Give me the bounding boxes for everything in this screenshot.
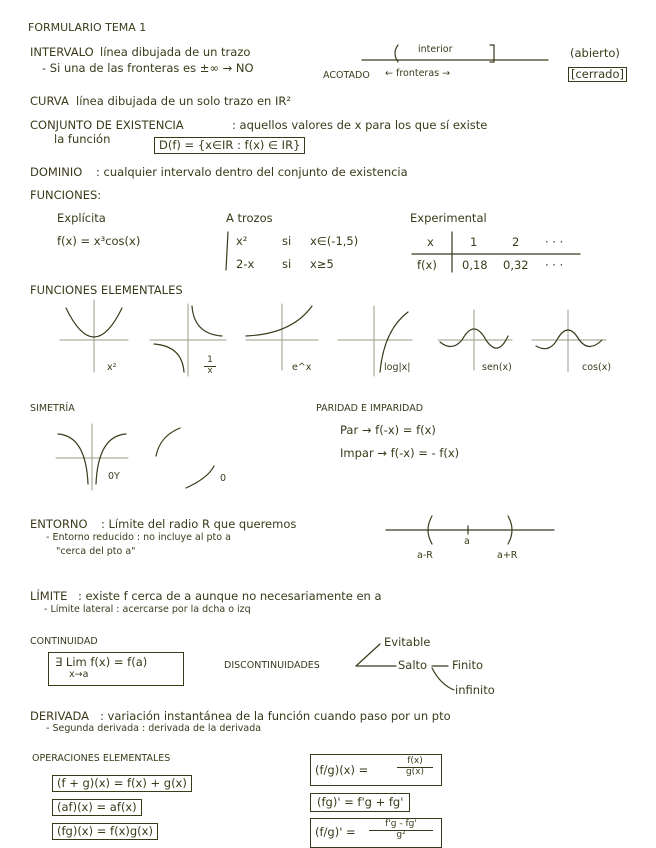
impar-formula: Impar → f(-x) = - f(x) — [340, 446, 460, 460]
op-cociente-den: g(x) — [397, 767, 433, 778]
intervalo-heading: INTERVALO — [30, 45, 94, 59]
op-cociente-left: (f/g)(x) = — [315, 763, 369, 777]
exp-table-lines — [412, 232, 580, 272]
frac-den: x — [204, 366, 216, 377]
conjunto-def: : aquellos valores de x para los que sí existe — [232, 118, 488, 132]
entorno-diagram — [386, 516, 554, 544]
atrozos-brace — [226, 232, 228, 270]
operaciones-heading: OPERACIONES ELEMENTALES — [32, 753, 171, 764]
discontinuidades-label: DISCONTINUIDADES — [224, 660, 320, 671]
exp-h0: x — [427, 235, 434, 249]
conjunto-formula: D(f) = {x∈IR : f(x) ∈ IR} — [154, 137, 305, 154]
atrozos-r2c: x≥5 — [310, 257, 334, 271]
limite-def: : existe f cerca de a aunque no necesariamente en a — [78, 589, 382, 603]
label-sen: sen(x) — [482, 362, 512, 373]
entorno-heading: ENTORNO — [30, 517, 88, 531]
graph-cos — [532, 310, 606, 372]
graph-exp — [246, 304, 318, 370]
par-formula: Par → f(-x) = f(x) — [340, 423, 436, 437]
cerrado-label: [cerrado] — [568, 67, 627, 82]
op-derivada-cociente-num: f'g - fg' — [385, 819, 417, 829]
discontinuidades-tree — [356, 644, 454, 690]
label-x2: x² — [107, 362, 117, 373]
entorno-sub2: "cerca del pto a" — [56, 546, 136, 557]
continuidad-heading: CONTINUIDAD — [30, 636, 98, 647]
atrozos-label: A trozos — [226, 211, 273, 225]
op-derivada-cociente-left: (f/g)' = — [315, 825, 356, 839]
simetria-label-0: 0 — [220, 473, 227, 484]
op-cociente-num: f(x) — [407, 756, 423, 766]
derivada-def: : variación instantánea de la función cuando paso por un pto — [100, 709, 451, 723]
continuidad-under: x→a — [69, 669, 89, 680]
dominio-heading: DOMINIO — [30, 165, 83, 179]
atrozos-r2a: 2-x — [236, 257, 255, 271]
atrozos-r1c: x∈(-1,5) — [310, 234, 359, 248]
conjunto-def2: la función — [54, 132, 111, 146]
op-escalar: (af)(x) = af(x) — [52, 799, 142, 816]
funciones-heading: FUNCIONES: — [30, 188, 102, 202]
page-title: FORMULARIO TEMA 1 — [28, 21, 147, 34]
exp-v2: 0,32 — [503, 258, 529, 272]
entorno-a-minus-r: a-R — [417, 550, 433, 561]
entorno-a-plus-r: a+R — [497, 550, 518, 561]
salto-label: Salto — [398, 658, 428, 672]
curva-def: línea dibujada de un solo trazo en IR² — [76, 94, 291, 108]
infinito-label: infinito — [455, 683, 495, 697]
op-suma: (f + g)(x) = f(x) + g(x) — [52, 775, 192, 792]
experimental-label: Experimental — [410, 211, 487, 225]
exp-v3: · · · — [545, 258, 564, 272]
atrozos-r1b: si — [282, 234, 292, 248]
graph-sen — [438, 310, 512, 370]
graph-1-over-x — [150, 304, 226, 376]
explicita-label: Explícita — [57, 211, 106, 225]
label-ex: e^x — [292, 362, 312, 373]
atrozos-r2b: si — [282, 257, 292, 271]
op-derivada-cociente-den: g² — [369, 830, 433, 841]
intervalo-diagram — [362, 45, 548, 62]
evitable-label: Evitable — [384, 635, 431, 649]
exp-v1: 0,18 — [462, 258, 488, 272]
derivada-sub: - Segunda derivada : derivada de la derivada — [46, 723, 262, 734]
limite-heading: LÍMITE — [30, 589, 68, 603]
entorno-a: a — [464, 536, 470, 547]
exp-h3: · · · — [545, 235, 564, 249]
op-producto: (fg)(x) = f(x)g(x) — [52, 823, 158, 840]
simetria-heading: SIMETRÍA — [30, 403, 75, 414]
fronteras-label: ← fronteras → — [385, 68, 451, 79]
simetria-0-graph — [156, 428, 214, 488]
dominio-def: : cualquier intervalo dentro del conjunto de existencia — [96, 165, 408, 179]
entorno-def: : Límite del radio R que queremos — [101, 517, 297, 531]
intervalo-def: línea dibujada de un trazo — [100, 45, 251, 59]
label-log: log|x| — [384, 362, 411, 373]
exp-h2: 2 — [512, 235, 520, 249]
graph-log — [338, 306, 412, 376]
exp-h1: 1 — [470, 235, 478, 249]
conjunto-heading: CONJUNTO DE EXISTENCIA — [30, 118, 184, 132]
curva-heading: CURVA — [30, 94, 69, 108]
paridad-heading: PARIDAD E IMPARIDAD — [316, 403, 424, 414]
graph-x2 — [60, 300, 128, 372]
atrozos-r1a: x² — [236, 234, 248, 248]
abierto-label: (abierto) — [570, 46, 620, 60]
exp-v0: f(x) — [417, 258, 437, 272]
entorno-sub1: - Entorno reducido : no incluye al pto a — [46, 532, 231, 543]
limite-sub: - Límite lateral : acercarse por la dcha o izq — [44, 604, 251, 615]
label-cos: cos(x) — [582, 362, 612, 373]
intervalo-sub: - Si una de las fronteras es ±∞ → NO — [42, 61, 254, 75]
simetria-label-0y: 0Y — [108, 471, 120, 482]
acotado-label: ACOTADO — [323, 70, 370, 81]
elementales-heading: FUNCIONES ELEMENTALES — [30, 283, 183, 297]
continuidad-formula: ∃ Lim f(x) = f(a) — [55, 655, 148, 669]
finito-label: Finito — [452, 658, 484, 672]
op-derivada-producto: (fg)' = f'g + fg' — [310, 793, 410, 812]
interior-label: interior — [418, 44, 453, 55]
derivada-heading: DERIVADA — [30, 709, 90, 723]
frac-num: 1 — [207, 355, 213, 365]
explicita-formula: f(x) = x³cos(x) — [57, 234, 141, 248]
simetria-0y-graph — [56, 424, 128, 490]
